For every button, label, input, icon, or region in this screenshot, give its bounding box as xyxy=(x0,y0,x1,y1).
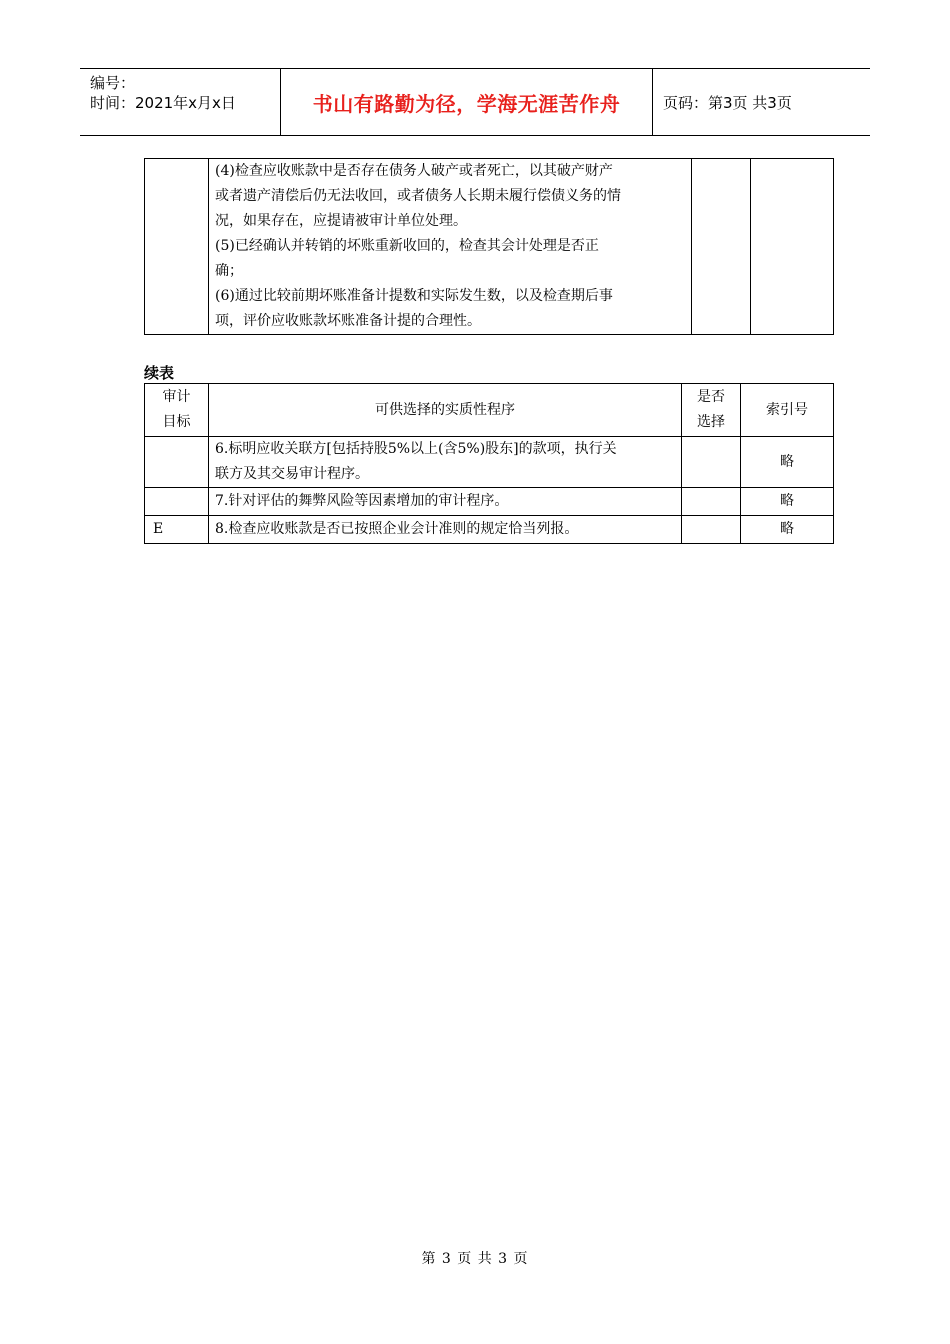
header-objective xyxy=(145,384,209,437)
procedure-line: 项，评价应收账款坏账准备计提的合理性。 xyxy=(215,313,481,329)
selected-cell xyxy=(692,159,751,335)
selected-cell xyxy=(682,437,741,488)
procedure-line: (4)检查应收账款中是否存在债务人破产或者死亡，以其破产财产 xyxy=(215,163,613,179)
header-selected-line: 选择 xyxy=(697,414,725,430)
index-cell: 略 xyxy=(741,516,834,544)
header-motto: 书山有路勤为径，学海无涯苦作舟 xyxy=(281,69,653,135)
procedure-line: (5)已经确认并转销的坏账重新收回的，检查其会计处理是否正 xyxy=(215,238,599,254)
procedure-line: 6.标明应收关联方[包括持股5%以上(含5%)股东]的款项，执行关 xyxy=(215,441,617,457)
index-cell xyxy=(751,159,834,335)
header-objective-line: 目标 xyxy=(162,414,191,430)
continued-table-caption: 续表 xyxy=(144,364,175,382)
index-cell: 略 xyxy=(741,488,834,516)
table-row xyxy=(145,437,834,488)
procedure-table xyxy=(144,383,834,544)
procedure-cell xyxy=(209,437,682,488)
selected-cell xyxy=(682,488,741,516)
header-meta xyxy=(80,69,281,135)
header-objective-line: 审计 xyxy=(162,389,191,405)
procedure-cell: 7.针对评估的舞弊风险等因素增加的审计程序。 xyxy=(209,488,682,516)
procedure-line: (6)通过比较前期坏账准备计提数和实际发生数，以及检查期后事 xyxy=(215,288,613,304)
header-selected xyxy=(682,384,741,437)
page-header xyxy=(80,68,870,136)
selected-cell xyxy=(682,516,741,544)
table-header-row xyxy=(145,384,834,437)
procedure-cell: 8.检查应收账款是否已按照企业会计准则的规定恰当列报。 xyxy=(209,516,682,544)
header-index: 索引号 xyxy=(741,384,834,437)
objective-cell: E xyxy=(145,516,209,544)
objective-cell xyxy=(145,159,209,335)
document-time-label: 时间：2021年x月x日 xyxy=(90,94,236,112)
table-row xyxy=(145,516,834,544)
procedure-line: 确； xyxy=(215,263,243,279)
table-row xyxy=(145,488,834,516)
document-number-label: 编号： xyxy=(90,74,136,92)
objective-cell xyxy=(145,437,209,488)
page-footer: 第 3 页 共 3 页 xyxy=(421,1251,529,1267)
table-row xyxy=(145,159,834,335)
index-cell: 略 xyxy=(741,437,834,488)
procedure-table-continued xyxy=(144,158,834,335)
header-selected-line: 是否 xyxy=(697,389,725,405)
procedure-line: 或者遗产清偿后仍无法收回，或者债务人长期未履行偿债义务的情 xyxy=(215,188,621,204)
header-procedure: 可供选择的实质性程序 xyxy=(209,384,682,437)
procedure-cell xyxy=(209,159,692,335)
objective-cell xyxy=(145,488,209,516)
header-page-info: 页码：第3页 共3页 xyxy=(663,93,792,112)
procedure-line: 联方及其交易审计程序。 xyxy=(215,466,369,482)
procedure-line: 况，如果存在，应提请被审计单位处理。 xyxy=(215,213,467,229)
